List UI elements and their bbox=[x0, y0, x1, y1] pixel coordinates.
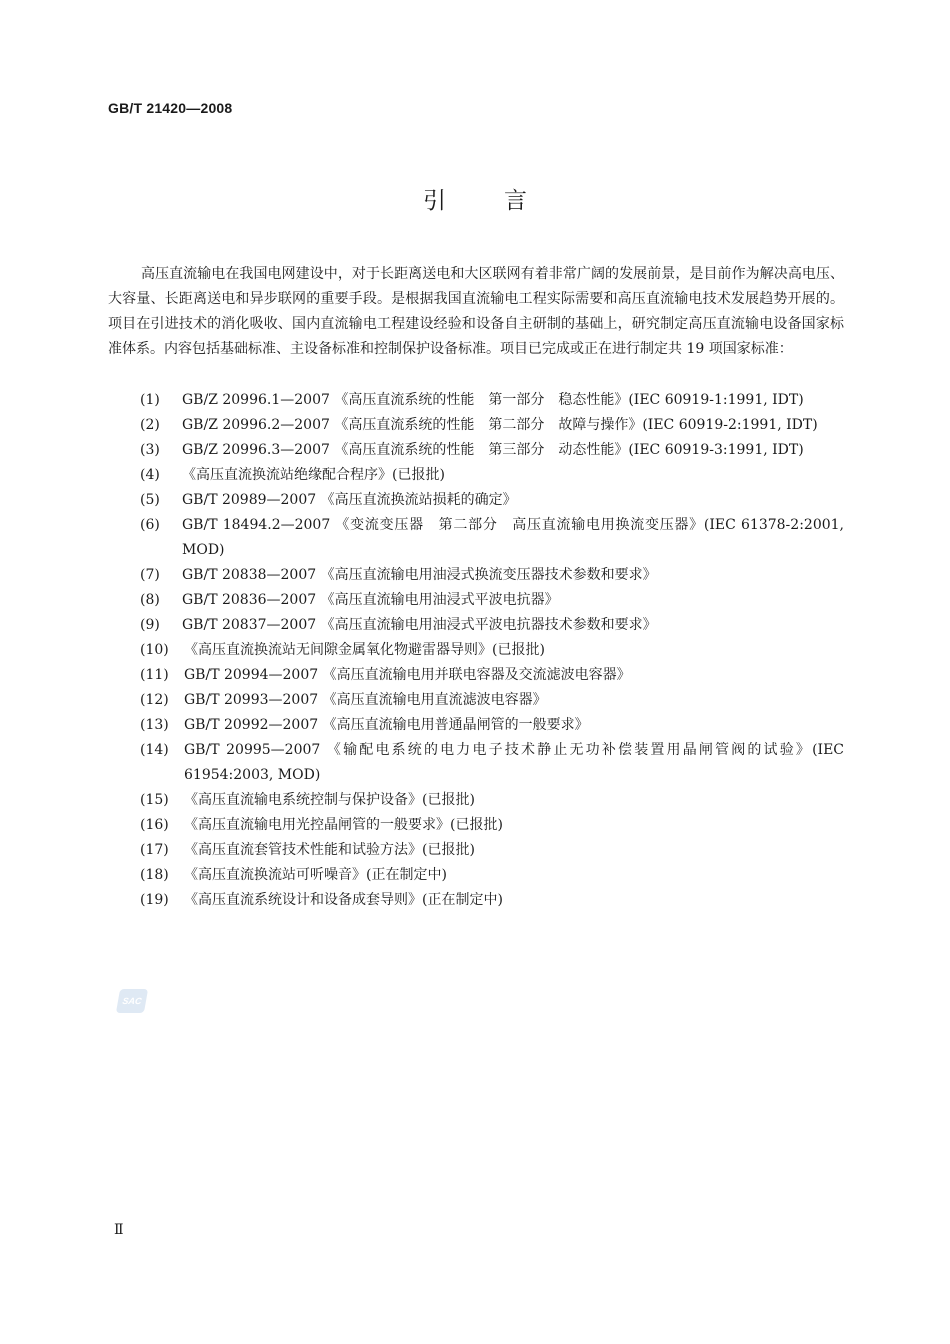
reference-text: 《高压直流系统设计和设备成套导则》(正在制定中) bbox=[184, 892, 503, 908]
reference-number: (11) bbox=[140, 667, 169, 683]
reference-text: GB/T 20836—2007 《高压直流输电用油浸式平波电抗器》 bbox=[182, 592, 559, 608]
reference-number: (8) bbox=[140, 592, 160, 608]
reference-number: (2) bbox=[140, 417, 160, 433]
reference-item bbox=[140, 613, 844, 638]
reference-number: (12) bbox=[140, 692, 169, 708]
reference-number: (6) bbox=[140, 517, 160, 533]
reference-text: 《高压直流换流站可听噪音》(正在制定中) bbox=[184, 867, 447, 883]
reference-item bbox=[140, 463, 844, 488]
reference-item bbox=[140, 663, 844, 688]
reference-item bbox=[140, 688, 844, 713]
reference-text: GB/Z 20996.1—2007 《高压直流系统的性能 第一部分 稳态性能》(IEC 60919-1:1991, IDT) bbox=[182, 392, 804, 408]
reference-item bbox=[140, 738, 844, 788]
reference-text: 《高压直流输电系统控制与保护设备》(已报批) bbox=[184, 792, 475, 808]
reference-number: (4) bbox=[140, 467, 160, 483]
reference-item bbox=[140, 588, 844, 613]
reference-item bbox=[140, 713, 844, 738]
reference-number: (5) bbox=[140, 492, 160, 508]
reference-item bbox=[140, 488, 844, 513]
reference-number: (16) bbox=[140, 817, 169, 833]
reference-item bbox=[140, 563, 844, 588]
reference-number: (1) bbox=[140, 392, 160, 408]
reference-item bbox=[140, 513, 844, 563]
reference-item bbox=[140, 838, 844, 863]
reference-text: 《高压直流换流站无间隙金属氧化物避雷器导则》(已报批) bbox=[184, 642, 545, 658]
sac-watermark-logo: SAC bbox=[116, 989, 148, 1013]
reference-item bbox=[140, 413, 844, 438]
reference-number: (14) bbox=[140, 742, 169, 758]
page-number: Ⅱ bbox=[114, 1222, 124, 1238]
reference-text: 《高压直流输电用光控晶闸管的一般要求》(已报批) bbox=[184, 817, 503, 833]
reference-text: 《高压直流套管技术性能和试验方法》(已报批) bbox=[184, 842, 475, 858]
reference-text: GB/T 20838—2007 《高压直流输电用油浸式换流变压器技术参数和要求》 bbox=[182, 567, 657, 583]
reference-text: GB/T 20994—2007 《高压直流输电用并联电容器及交流滤波电容器》 bbox=[184, 667, 631, 683]
reference-item bbox=[140, 438, 844, 463]
reference-number: (10) bbox=[140, 642, 169, 658]
reference-text: 《高压直流换流站绝缘配合程序》(已报批) bbox=[182, 467, 445, 483]
reference-number: (9) bbox=[140, 617, 160, 633]
standard-code: GB/T 21420—2008 bbox=[108, 100, 233, 116]
reference-number: (15) bbox=[140, 792, 169, 808]
reference-text: GB/T 20993—2007 《高压直流输电用直流滤波电容器》 bbox=[184, 692, 547, 708]
reference-number: (18) bbox=[140, 867, 169, 883]
reference-number: (17) bbox=[140, 842, 169, 858]
reference-number: (19) bbox=[140, 892, 169, 908]
reference-item bbox=[140, 638, 844, 663]
reference-text: GB/T 18494.2—2007 《变流变压器 第二部分 高压直流输电用换流变压器》(IEC 61378-2:2001, MOD) bbox=[182, 517, 844, 558]
reference-text: GB/T 20992—2007 《高压直流输电用普通晶闸管的一般要求》 bbox=[184, 717, 589, 733]
reference-text: GB/T 20837—2007 《高压直流输电用油浸式平波电抗器技术参数和要求》 bbox=[182, 617, 657, 633]
reference-list bbox=[140, 388, 844, 913]
reference-number: (3) bbox=[140, 442, 160, 458]
reference-item bbox=[140, 888, 844, 913]
reference-number: (13) bbox=[140, 717, 169, 733]
reference-item bbox=[140, 863, 844, 888]
reference-item bbox=[140, 813, 844, 838]
reference-item bbox=[140, 388, 844, 413]
reference-text: GB/Z 20996.2—2007 《高压直流系统的性能 第二部分 故障与操作》(IEC 60919-2:1991, IDT) bbox=[182, 417, 818, 433]
reference-text: GB/T 20995—2007 《输配电系统的电力电子技术静止无功补偿装置用晶闸管阀的试验》(IEC 61954:2003, MOD) bbox=[184, 742, 844, 783]
reference-item bbox=[140, 788, 844, 813]
intro-paragraph: 高压直流输电在我国电网建设中，对于长距离送电和大区联网有着非常广阔的发展前景，是目前作为解决高电压、大容量、长距离送电和异步联网的重要手段。是根据我国直流输电工程实际需要和高压直流输电技术发展趋势开展的。项目在引进技术的消化吸收、国内直流输电工程建设经验和设备自主研制的基础上，研究制定高压直流输电设备国家标准体系。内容包括基础标准、主设备标准和控制保护设备标准。项目已完成或正在进行制定共 19 项国家标准： bbox=[108, 266, 844, 357]
page-title: 引言 bbox=[423, 188, 585, 214]
reference-number: (7) bbox=[140, 567, 160, 583]
reference-text: GB/Z 20996.3—2007 《高压直流系统的性能 第三部分 动态性能》(IEC 60919-3:1991, IDT) bbox=[182, 442, 804, 458]
reference-text: GB/T 20989—2007 《高压直流换流站损耗的确定》 bbox=[182, 492, 517, 508]
